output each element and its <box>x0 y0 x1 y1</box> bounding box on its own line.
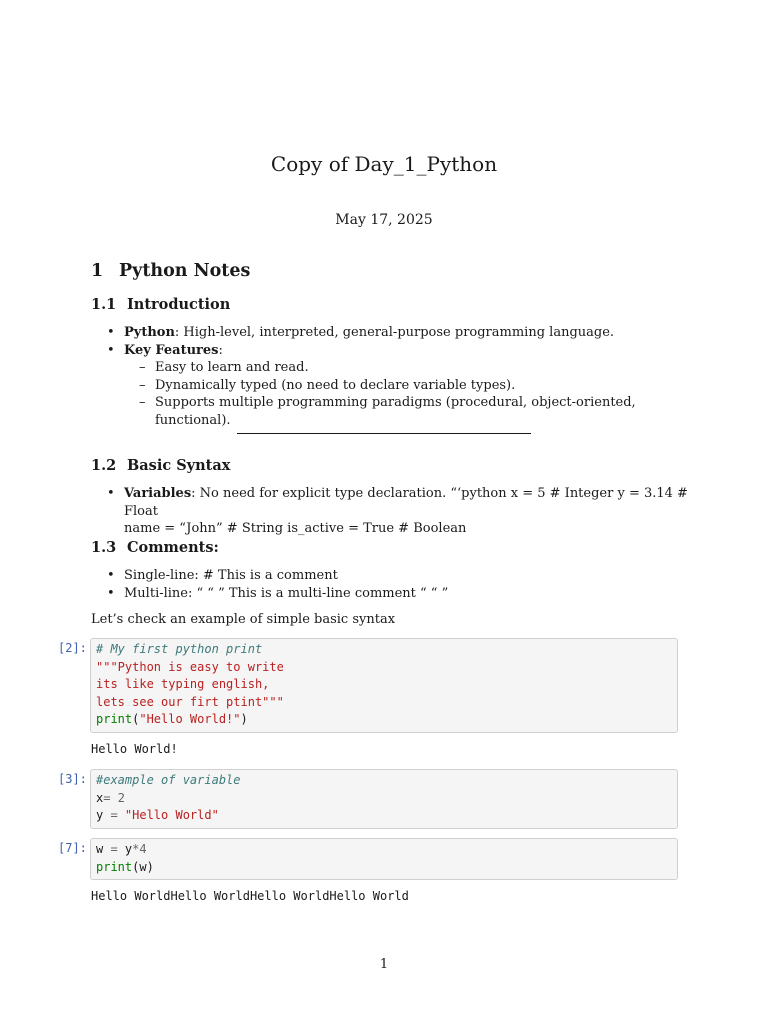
code-comment: #example of variable <box>96 773 241 787</box>
cell-prompt: [2]: <box>58 641 87 655</box>
code-number: 2 <box>110 790 125 805</box>
python-term: Python <box>124 325 175 340</box>
subsection-title: Comments: <box>127 539 219 556</box>
intro-list <box>91 324 691 429</box>
code-operator: = <box>110 808 118 822</box>
sublist-item: – Supports multiple programming paradigms (procedural, object-oriented, functional). <box>124 394 691 429</box>
code-keyword: print <box>96 859 133 874</box>
subsection-heading-comments <box>91 539 219 556</box>
code-keyword: print <box>96 712 133 726</box>
list-item: • Multi-line: “ “ ” This is a multi-line comment “ “ ” <box>91 585 691 603</box>
features-term: Key Features <box>124 342 219 358</box>
code-name: y <box>96 808 111 822</box>
document-title: Copy of Day_1_Python <box>270 152 498 176</box>
features-colon: : <box>218 342 223 358</box>
page-number: 1 <box>379 957 389 972</box>
lead-paragraph: Let’s check an example of simple basic syntax <box>91 612 396 627</box>
list-item <box>91 342 691 430</box>
subsection-title: Basic Syntax <box>127 457 231 474</box>
code-number: 4 <box>139 842 147 856</box>
section-number: 1 <box>91 261 104 281</box>
code-args: (w) <box>132 859 154 874</box>
features-sublist <box>124 359 691 429</box>
code-name: y <box>117 842 133 856</box>
section-heading <box>91 261 250 281</box>
code-comment: # My first python print <box>96 642 263 656</box>
syntax-list <box>91 485 691 538</box>
code-cell[interactable] <box>90 838 678 880</box>
subsection-heading-basic-syntax <box>91 457 230 474</box>
list-item <box>91 324 691 342</box>
code-string: lets see our firt ptint""" <box>96 694 284 709</box>
subsection-number: 1.3 <box>91 539 117 556</box>
code-name: x <box>96 790 104 805</box>
code-operator: * <box>132 842 140 856</box>
code-string: "Hello World!" <box>139 712 241 726</box>
python-description: : High-level, interpreted, general-purpose programming language. <box>174 325 615 340</box>
code-name: w <box>96 842 111 856</box>
code-paren: ) <box>240 712 248 726</box>
code-operator: = <box>103 790 111 805</box>
comments-list <box>91 567 691 602</box>
code-string: its like typing english, <box>96 677 270 691</box>
variables-text-line1: : No need for explicit type declaration. “‘python x = 5 # Integer y = 3.14 # Float <box>124 486 688 519</box>
horizontal-rule <box>237 433 531 434</box>
document-date: May 17, 2025 <box>335 212 433 228</box>
subsection-title: Introduction <box>127 296 231 313</box>
cell-prompt: [3]: <box>58 772 87 786</box>
code-cell[interactable] <box>90 638 678 733</box>
code-operator: = <box>110 842 118 856</box>
code-cell[interactable] <box>90 769 678 829</box>
variables-term: Variables <box>124 486 192 501</box>
sublist-item: – Dynamically typed (no need to declare variable types). <box>124 377 691 395</box>
list-item <box>91 485 691 538</box>
cell-output: Hello WorldHello WorldHello WorldHello World <box>91 889 409 903</box>
code-paren: ( <box>132 712 140 726</box>
code-string: """Python is easy to write <box>96 659 284 674</box>
code-string: "Hello World" <box>117 808 219 822</box>
sublist-item: – Easy to learn and read. <box>124 359 691 377</box>
subsection-heading-introduction <box>91 296 230 313</box>
cell-prompt: [7]: <box>58 841 87 855</box>
subsection-number: 1.2 <box>91 457 117 474</box>
cell-output: Hello World! <box>91 742 178 756</box>
section-title: Python Notes <box>119 261 251 281</box>
subsection-number: 1.1 <box>91 296 117 313</box>
variables-text-line2: name = “John” # String is_active = True # Boolean <box>124 521 467 536</box>
list-item: • Single-line: # This is a comment <box>91 567 691 585</box>
